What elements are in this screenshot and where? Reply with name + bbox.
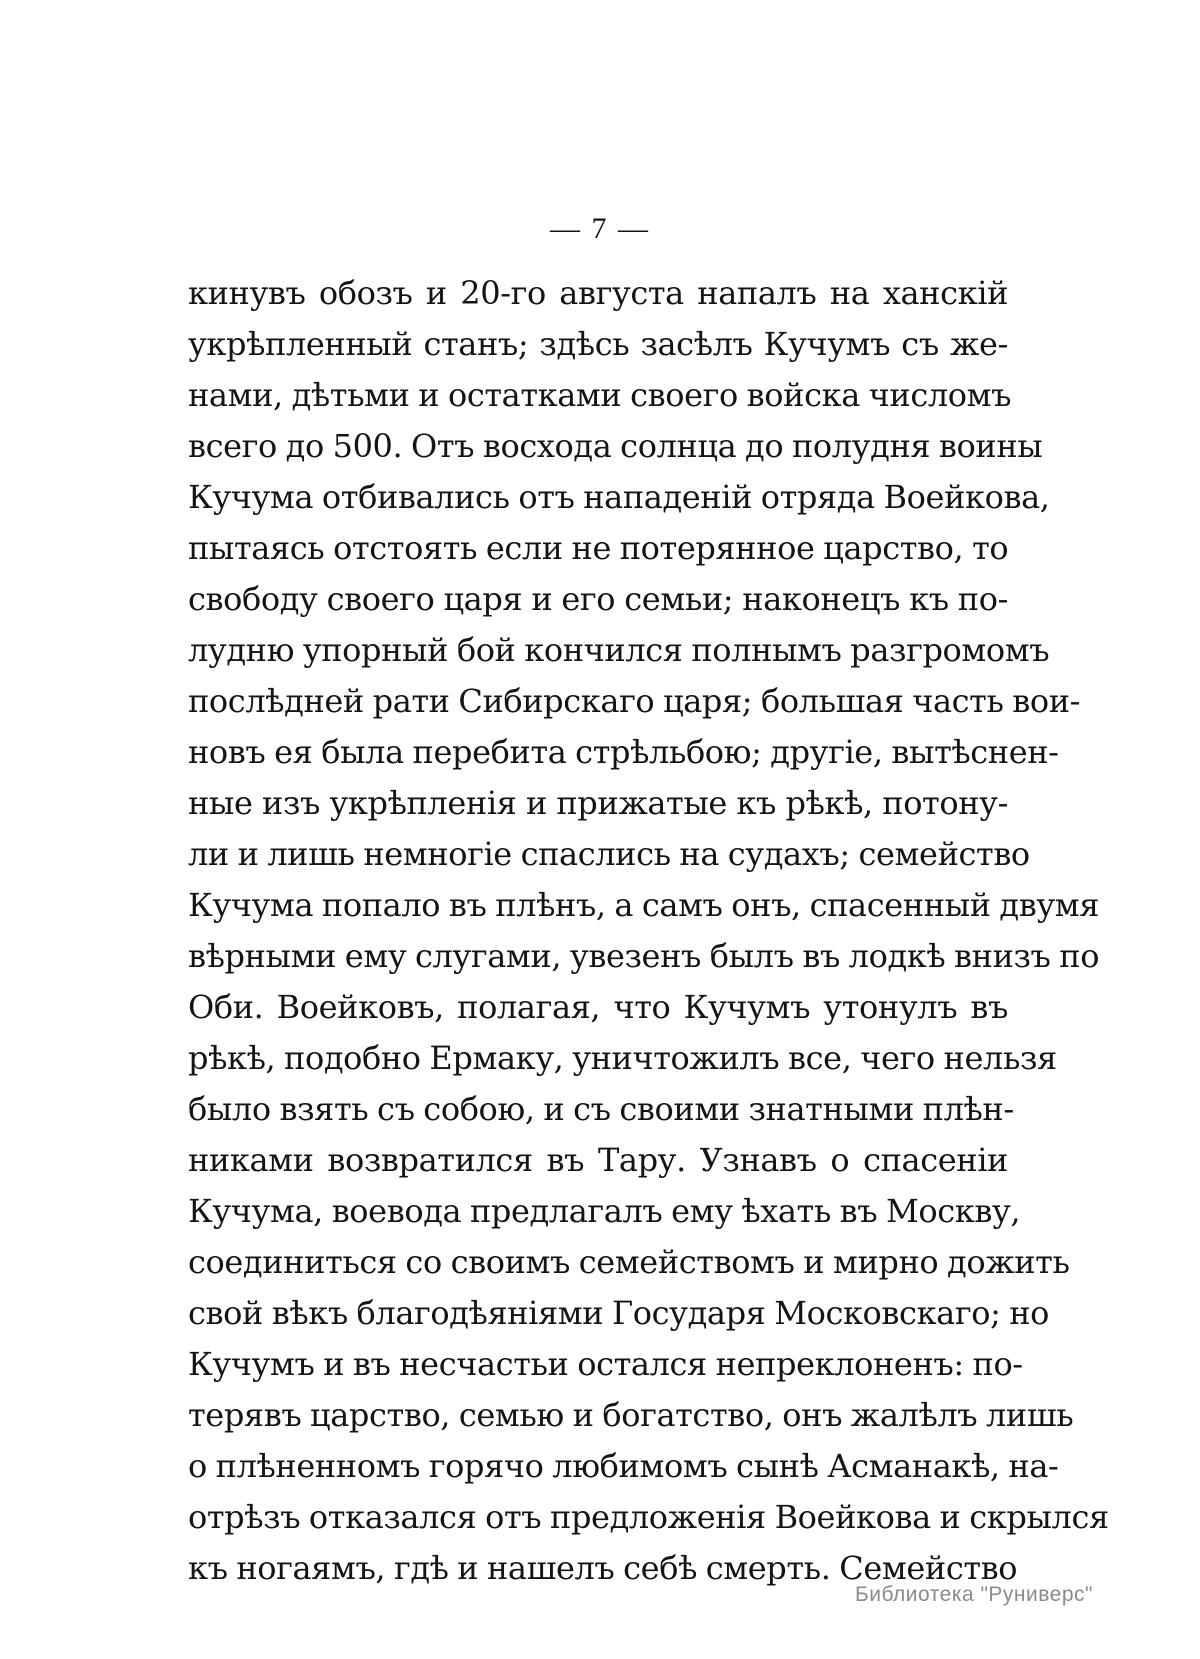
text-line: терявъ царство, семью и богатство, онъ жалѣлъ лишь — [188, 1396, 1074, 1434]
text-line: было взять съ собою, и съ своими знатными плѣн- — [188, 1090, 1014, 1128]
text-line: вѣрными ему слугами, увезенъ былъ въ лодкѣ внизъ по — [188, 937, 1100, 975]
text-line: ные изъ укрѣпленія и прижатые къ рѣкѣ, потону- — [188, 784, 1008, 822]
text-line: нами, дѣтьми и остатками своего войска числомъ — [188, 376, 1012, 414]
text-line: никами возвратился въ Тару. Узнавъ о спасеніи — [188, 1141, 1008, 1179]
page-number: — 7 — — [550, 212, 650, 245]
text-line: ли и лишь немногіе спаслись на судахъ; семейство — [188, 835, 1030, 873]
library-watermark: Библиотека "Руниверс" — [854, 1583, 1093, 1606]
text-line: рѣкѣ, подобно Ермаку, уничтожилъ все, чего нельзя — [188, 1039, 1057, 1077]
text-line: послѣдней рати Сибирскаго царя; большая часть вои- — [188, 682, 1081, 720]
text-line: свободу своего царя и его семьи; наконецъ къ по- — [188, 580, 1008, 618]
text-line: укрѣпленный станъ; здѣсь засѣлъ Кучумъ съ же- — [188, 325, 1008, 363]
text-line: пытаясь отстоять если не потерянное царство, то — [188, 529, 1009, 567]
text-line: Кучума отбивались отъ нападеній отряда Воейкова, — [188, 478, 1050, 516]
body-text — [188, 268, 1109, 1594]
text-line: Кучумъ и въ несчастьи остался непреклоненъ: по- — [188, 1345, 1023, 1383]
text-line: соединиться со своимъ семействомъ и мирно дожить — [188, 1243, 1070, 1281]
text-line: всего до 500. Отъ восхода солнца до полудня воины — [188, 427, 1043, 465]
text-line: новъ ея была перебита стрѣльбою; другіе, вытѣснен- — [188, 733, 1059, 771]
text-line: Кучума, воевода предлагалъ ему ѣхать въ Москву, — [188, 1192, 1021, 1230]
text-line: къ ногаямъ, гдѣ и нашелъ себѣ смерть. Семейство — [188, 1549, 1018, 1587]
text-line: лудню упорный бой кончился полнымъ разгромомъ — [188, 631, 1050, 669]
text-line: кинувъ обозъ и 20-го августа напалъ на ханскій — [188, 274, 1008, 312]
text-line: Оби. Воейковъ, полагая, что Кучумъ утонулъ въ — [188, 988, 1008, 1026]
text-line: отрѣзъ отказался отъ предложенія Воейкова и скрылся — [188, 1498, 1109, 1536]
text-line: Кучума попало въ плѣнъ, а самъ онъ, спасенный двумя — [188, 886, 1100, 924]
text-line: о плѣненномъ горячо любимомъ сынѣ Асманакѣ, на- — [188, 1447, 1059, 1485]
text-line: свой вѣкъ благодѣяніями Государя Московскаго; но — [188, 1294, 1050, 1332]
